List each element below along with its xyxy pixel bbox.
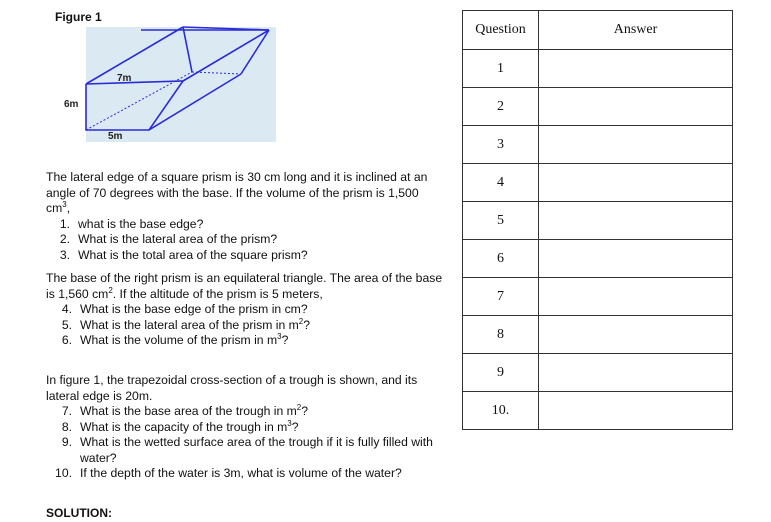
figure-title: Figure 1 <box>55 10 102 24</box>
table-row <box>463 202 733 240</box>
question-5: 5. What is the lateral area of the prism in $m^2$? <box>61 316 311 332</box>
table-row <box>463 50 733 88</box>
problem-1-line-1: The lateral edge of a square prism is 30 cm long and it is inclined at an <box>46 170 428 184</box>
answer-cell[interactable] <box>539 202 733 240</box>
back-left-edge <box>183 27 192 72</box>
problem-3-line-2: lateral edge is 20m. <box>46 388 153 403</box>
question-number: 7 <box>463 278 539 316</box>
table-row <box>463 164 733 202</box>
header-question: Question <box>463 11 539 50</box>
table-row <box>463 392 733 430</box>
back-right-edge <box>241 30 269 74</box>
question-number: 6 <box>463 240 539 278</box>
question-number: 2 <box>463 88 539 126</box>
header-answer: Answer <box>539 11 733 50</box>
table-row <box>463 126 733 164</box>
question-10: 10. If the depth of the water is 3m, what is volume of the water? <box>55 466 402 480</box>
answer-cell[interactable] <box>539 164 733 202</box>
answer-cell[interactable] <box>539 278 733 316</box>
question-2: 2. What is the lateral area of the prism? <box>59 232 278 246</box>
question-1: 1. what is the base edge? <box>59 216 204 231</box>
question-number: 1 <box>463 50 539 88</box>
solution-label: SOLUTION: <box>46 506 112 520</box>
problem-3 <box>46 373 446 482</box>
question-number: 9 <box>463 354 539 392</box>
answer-cell[interactable] <box>539 50 733 88</box>
top-right-edge <box>183 30 269 81</box>
question-3: 3. What is the total area of the square prism? <box>59 247 308 262</box>
problem-3-line-1: In figure 1, the trapezoidal cross-section of a trough is shown, and its <box>46 373 418 387</box>
label-side-6m: 6m <box>64 99 79 110</box>
answer-table <box>462 10 733 430</box>
problem-1-line-2: angle of 70 degrees with the base. If the volume of the prism is 1,500 $cm^3$, <box>46 185 419 215</box>
top-left-edge <box>86 27 183 84</box>
question-7: 7. What is the base area of the trough in $m^2$? <box>61 402 309 418</box>
table-row <box>463 316 733 354</box>
answer-cell[interactable] <box>539 354 733 392</box>
front-trapezoid <box>86 81 183 130</box>
table-row <box>463 278 733 316</box>
table-row <box>463 354 733 392</box>
answer-cell[interactable] <box>539 316 733 354</box>
problem-2-line-1: The base of the right prism is an equilateral triangle. The area of the base <box>46 271 443 285</box>
answer-cell[interactable] <box>539 392 733 430</box>
label-bottom-5m: 5m <box>108 131 123 142</box>
label-top-7m: 7m <box>117 73 132 84</box>
problem-2 <box>46 271 446 349</box>
question-number: 3 <box>463 126 539 164</box>
question-number: 4 <box>463 164 539 202</box>
table-row <box>463 88 733 126</box>
answer-cell[interactable] <box>539 240 733 278</box>
question-number: 10. <box>463 392 539 430</box>
question-9: 9. What is the wetted surface area of the trough if it is fully filled with <box>61 435 433 449</box>
question-number: 8 <box>463 316 539 354</box>
hidden-back-bottom <box>192 72 241 74</box>
answer-cell[interactable] <box>539 88 733 126</box>
answer-cell[interactable] <box>539 126 733 164</box>
table-row <box>463 240 733 278</box>
problem-1 <box>46 170 446 263</box>
question-4: 4. What is the base edge of the prism in cm? <box>61 302 308 316</box>
question-number: 5 <box>463 202 539 240</box>
trough-figure <box>55 20 285 150</box>
question-8: 8. What is the capacity of the trough in $m^3$? <box>61 418 299 434</box>
question-6: 6. What is the volume of the prism in $m^3$? <box>61 331 289 347</box>
question-9-continued: water? <box>80 450 117 465</box>
problem-2-line-2: is 1,560 $cm^2$. If the altitude of the prism is 5 meters, <box>46 285 323 301</box>
